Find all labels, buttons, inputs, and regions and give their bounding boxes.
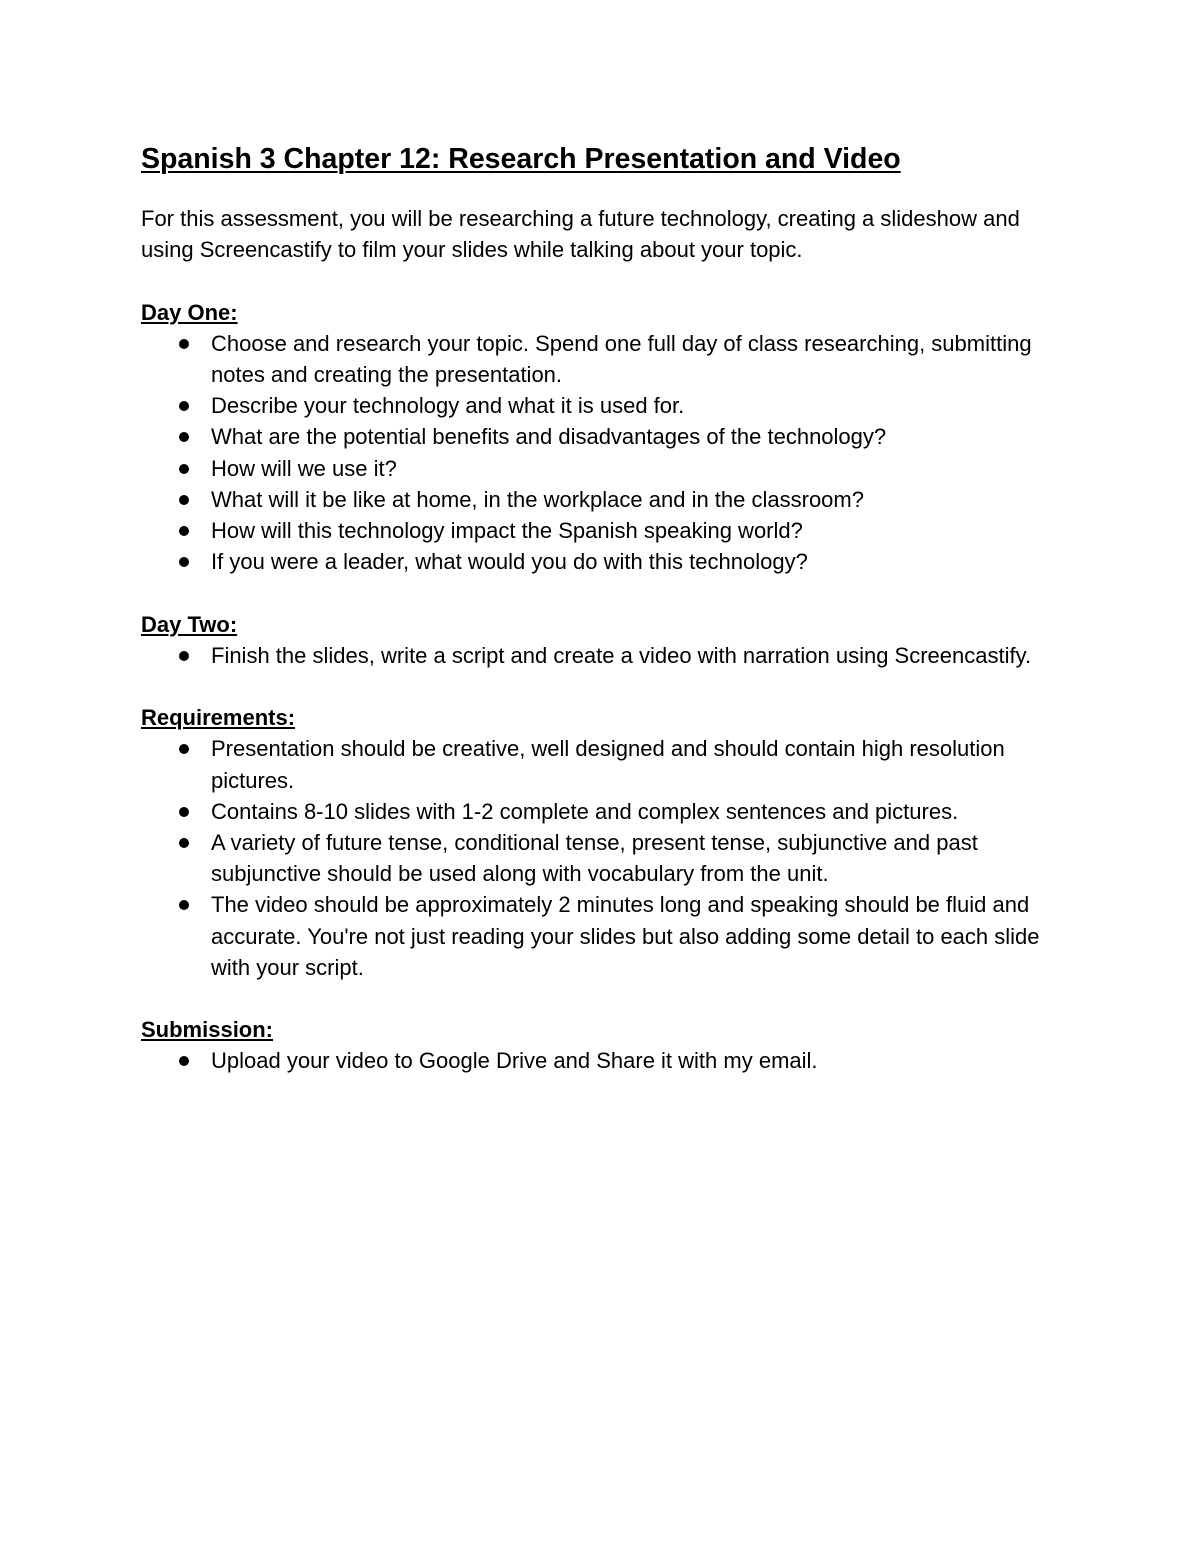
- section-heading-day-one: Day One:: [141, 299, 238, 325]
- list-item-text: Contains 8-10 slides with 1-2 complete and complex sentences and pictures.: [211, 798, 959, 824]
- list-item-text: Presentation should be creative, well designed and should contain high resolution pictures.: [211, 736, 1005, 793]
- list-item: [141, 453, 1061, 484]
- list-item: [141, 889, 1061, 983]
- bullet-icon: [179, 339, 189, 349]
- bullet-icon: [179, 807, 189, 817]
- list-item: [141, 421, 1061, 452]
- list-item: [141, 484, 1061, 515]
- list-item-text: Describe your technology and what it is used for.: [211, 393, 685, 419]
- section-heading-requirements: Requirements:: [141, 705, 296, 731]
- section-requirements: [141, 702, 1061, 983]
- section-heading-day-two: Day Two:: [141, 611, 238, 637]
- bullet-icon: [179, 557, 189, 567]
- bullet-list-day-one: [141, 328, 1061, 578]
- bullet-icon: [179, 1056, 189, 1066]
- bullet-icon: [179, 526, 189, 536]
- list-item: [141, 733, 1061, 795]
- list-item: [141, 827, 1061, 889]
- list-item: [141, 640, 1061, 671]
- list-item-text: A variety of future tense, conditional tense, present tense, subjunctive and past subjunctive should be used along with vocabulary from the unit.: [211, 830, 978, 887]
- list-item-text: What are the potential benefits and disadvantages of the technology?: [211, 424, 887, 450]
- section-submission: [141, 1014, 1061, 1076]
- section-day-one: [141, 297, 1061, 578]
- bullet-icon: [179, 838, 189, 848]
- list-item: [141, 515, 1061, 546]
- list-item: [141, 1045, 1061, 1076]
- list-item-text: The video should be approximately 2 minutes long and speaking should be fluid and accurate. You're not just reading your slides but also adding some detail to each slide with your script.: [211, 892, 1040, 980]
- bullet-icon: [179, 900, 189, 910]
- list-item: [141, 390, 1061, 421]
- section-day-two: [141, 609, 1061, 671]
- list-item-text: How will we use it?: [211, 455, 397, 481]
- bullet-icon: [179, 744, 189, 754]
- list-item: [141, 796, 1061, 827]
- list-item: [141, 546, 1061, 577]
- list-item-text: Choose and research your topic. Spend one full day of class researching, submitting notes and creating the presentation.: [211, 330, 1032, 387]
- bullet-list-requirements: [141, 733, 1061, 983]
- list-item: [141, 328, 1061, 390]
- list-item-text: Finish the slides, write a script and create a video with narration using Screencastify.: [211, 642, 1032, 668]
- intro-paragraph: For this assessment, you will be researching a future technology, creating a slideshow and using Screencastify to film your slides while talking about your topic.: [141, 206, 1020, 263]
- bullet-icon: [179, 464, 189, 474]
- bullet-icon: [179, 651, 189, 661]
- bullet-icon: [179, 495, 189, 505]
- section-heading-submission: Submission:: [141, 1017, 274, 1043]
- bullet-list-submission: [141, 1045, 1061, 1076]
- bullet-icon: [179, 401, 189, 411]
- document-page: [141, 139, 1061, 1077]
- list-item-text: What will it be like at home, in the workplace and in the classroom?: [211, 486, 864, 512]
- list-item-text: If you were a leader, what would you do with this technology?: [211, 549, 808, 575]
- list-item-text: Upload your video to Google Drive and Share it with my email.: [211, 1048, 818, 1074]
- bullet-icon: [179, 432, 189, 442]
- bullet-list-day-two: [141, 640, 1061, 671]
- list-item-text: How will this technology impact the Spanish speaking world?: [211, 518, 803, 544]
- document-title: Spanish 3 Chapter 12: Research Presentation and Video: [141, 143, 901, 175]
